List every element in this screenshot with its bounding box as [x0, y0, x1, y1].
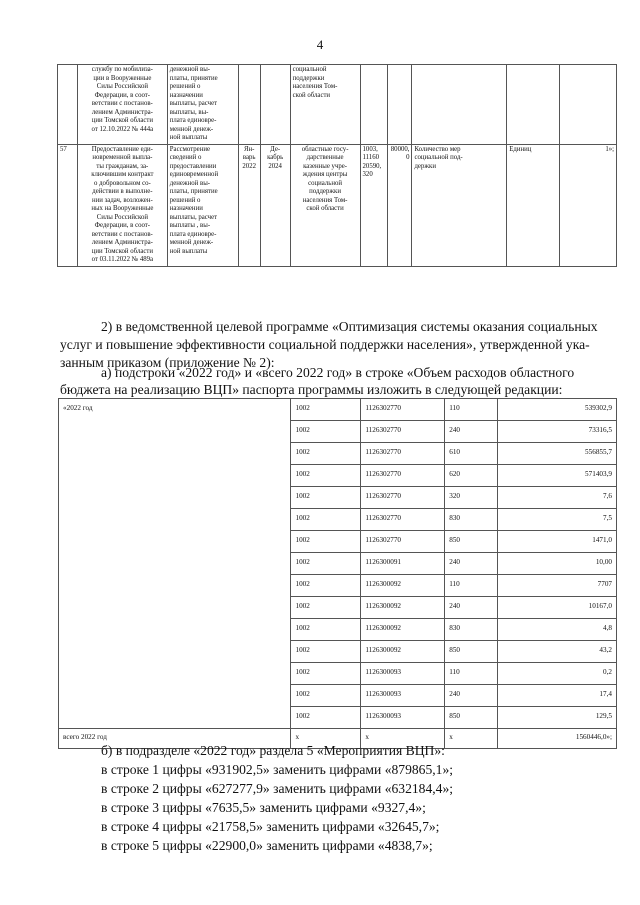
section-code: 1002: [291, 421, 361, 443]
row-number: 57: [58, 144, 78, 266]
target-code: 1126300093: [361, 663, 445, 685]
target-code: 1126302770: [361, 509, 445, 531]
measure-description: службу по мобилиза- ции в Вооруженные Силы Российской Федерации, в соот- ветствии с постанов- лением Администра- ции Томской области от 12.10.2022 № 444а: [77, 65, 167, 145]
page-number: 4: [316, 37, 324, 52]
paragraph-line: бюджета на реализацию ВЦП» паспорта программы изложить в следующей редакции:: [60, 382, 563, 397]
target-code: 1126300093: [361, 685, 445, 707]
amount: 7,6: [498, 487, 617, 509]
expense-type: х: [445, 729, 498, 749]
target-code: 1126302770: [361, 487, 445, 509]
indicator-name: Количество мер социальной под- держки: [412, 144, 507, 266]
budget-codes: 1003, 11160 20590, 320: [360, 144, 388, 266]
expense-type: 240: [445, 421, 498, 443]
expense-type: 850: [445, 641, 498, 663]
target-code: 1126300092: [361, 597, 445, 619]
list-item: в строке 2 цифры «627277,9» заменить цифрами «632184,4»;: [101, 781, 454, 796]
target-code: 1126300092: [361, 575, 445, 597]
target-code: 1126300091: [361, 553, 445, 575]
table-row: [58, 144, 617, 266]
measure-executor: социальной поддержки населения Том- ской области: [290, 65, 360, 145]
amount: 17,4: [498, 685, 617, 707]
section-code: 1002: [291, 487, 361, 509]
paragraph-line: а) подстроки «2022 год» и «всего 2022 год» в строке «Объем расходов областного: [101, 365, 575, 380]
section-code: 1002: [291, 597, 361, 619]
expense-type: 850: [445, 707, 498, 729]
section-code: 1002: [291, 443, 361, 465]
list-item: в строке 3 цифры «7635,5» заменить цифрами «9327,4»;: [101, 800, 426, 815]
section-code: х: [291, 729, 361, 749]
section-code: 1002: [291, 641, 361, 663]
list-item: в строке 1 цифры «931902,5» заменить цифрами «879865,1»;: [101, 762, 454, 777]
target-code: 1126300092: [361, 641, 445, 663]
section-code: 1002: [291, 465, 361, 487]
amount: 43,2: [498, 641, 617, 663]
amount: 73316,5: [498, 421, 617, 443]
paragraph-line: занным приказом (приложение № 2):: [60, 355, 275, 370]
expense-type: 240: [445, 685, 498, 707]
measure-content: денежной вы- платы, принятие решений о назначении выплаты, расчет выплаты, вы- плата единовре- менной денеж- ной выплаты: [167, 65, 238, 145]
target-code: 1126302770: [361, 421, 445, 443]
section-code: 1002: [291, 509, 361, 531]
target-code: х: [361, 729, 445, 749]
amount: 10167,0: [498, 597, 617, 619]
section-code: 1002: [291, 531, 361, 553]
measure-description: Предоставление еди- новременной выпла- ты гражданам, за- ключившим контракт о добровольном со- действии в выполне- нии задач, возложен- ных на Вооруженные Силы Российской Федерации, в соот- ветствии с постанов- лением Администра- ции Томской области от 03.11.2022 № 489а: [77, 144, 167, 266]
section-code: 1002: [291, 399, 361, 421]
section-code: 1002: [291, 575, 361, 597]
table-row: [59, 399, 617, 421]
expense-type: 320: [445, 487, 498, 509]
measure-content: Рассмотрение сведений о предоставлении единовременной денежной вы- платы, принятие решений о назначении выплаты, расчет выплаты , вы- плата единовре- менной денеж- ной выплаты: [167, 144, 238, 266]
amount: 1471,0: [498, 531, 617, 553]
amount: 556855,7: [498, 443, 617, 465]
indicator-value: 1»;: [560, 144, 617, 266]
list-heading: б) в подразделе «2022 год» раздела 5 «Мероприятия ВЦП»:: [101, 743, 445, 758]
expense-type: 110: [445, 575, 498, 597]
expense-type: 620: [445, 465, 498, 487]
year-label: «2022 год: [59, 399, 291, 729]
expense-type: 240: [445, 553, 498, 575]
target-code: 1126302770: [361, 443, 445, 465]
total-label: всего 2022 год: [59, 729, 291, 749]
amount: 571403,9: [498, 465, 617, 487]
amount: 539302,9: [498, 399, 617, 421]
end-date: Де- кабрь 2024: [260, 144, 290, 266]
expense-type: 850: [445, 531, 498, 553]
amount: 7,5: [498, 509, 617, 531]
expense-type: 110: [445, 663, 498, 685]
amount: 7707: [498, 575, 617, 597]
measures-table: [57, 64, 617, 267]
target-code: 1126302770: [361, 465, 445, 487]
expense-type: 830: [445, 619, 498, 641]
section-code: 1002: [291, 619, 361, 641]
table-row: [58, 65, 617, 145]
total-amount: 1560446,0»;: [498, 729, 617, 749]
target-code: 1126300093: [361, 707, 445, 729]
expense-type: 240: [445, 597, 498, 619]
paragraph-line: 2) в ведомственной целевой программе «Оптимизация системы оказания социальных: [101, 319, 598, 334]
amount: 10,00: [498, 553, 617, 575]
expense-type: 110: [445, 399, 498, 421]
budget-amount: 80000, 0: [388, 144, 412, 266]
target-code: 1126302770: [361, 531, 445, 553]
amount: 4,8: [498, 619, 617, 641]
target-code: 1126302770: [361, 399, 445, 421]
expense-type: 830: [445, 509, 498, 531]
amount: 0,2: [498, 663, 617, 685]
indicator-unit: Единиц: [507, 144, 560, 266]
amount: 129,5: [498, 707, 617, 729]
section-code: 1002: [291, 553, 361, 575]
expense-type: 610: [445, 443, 498, 465]
section-code: 1002: [291, 685, 361, 707]
paragraph-line: услуг и повышение эффективности социальной поддержки населения», утвержденной ука-: [60, 337, 590, 352]
section-code: 1002: [291, 707, 361, 729]
list-item: в строке 4 цифры «21758,5» заменить цифрами «32645,7»;: [101, 819, 440, 834]
measure-executor: областные госу- дарственные казенные учре- ждения центры социальной поддержки населения Том- ской области: [290, 144, 360, 266]
start-date: Ян- варь 2022: [238, 144, 260, 266]
section-code: 1002: [291, 663, 361, 685]
target-code: 1126300092: [361, 619, 445, 641]
budget-table: [58, 398, 617, 749]
list-item: в строке 5 цифры «22900,0» заменить цифрами «4838,7»;: [101, 838, 433, 853]
